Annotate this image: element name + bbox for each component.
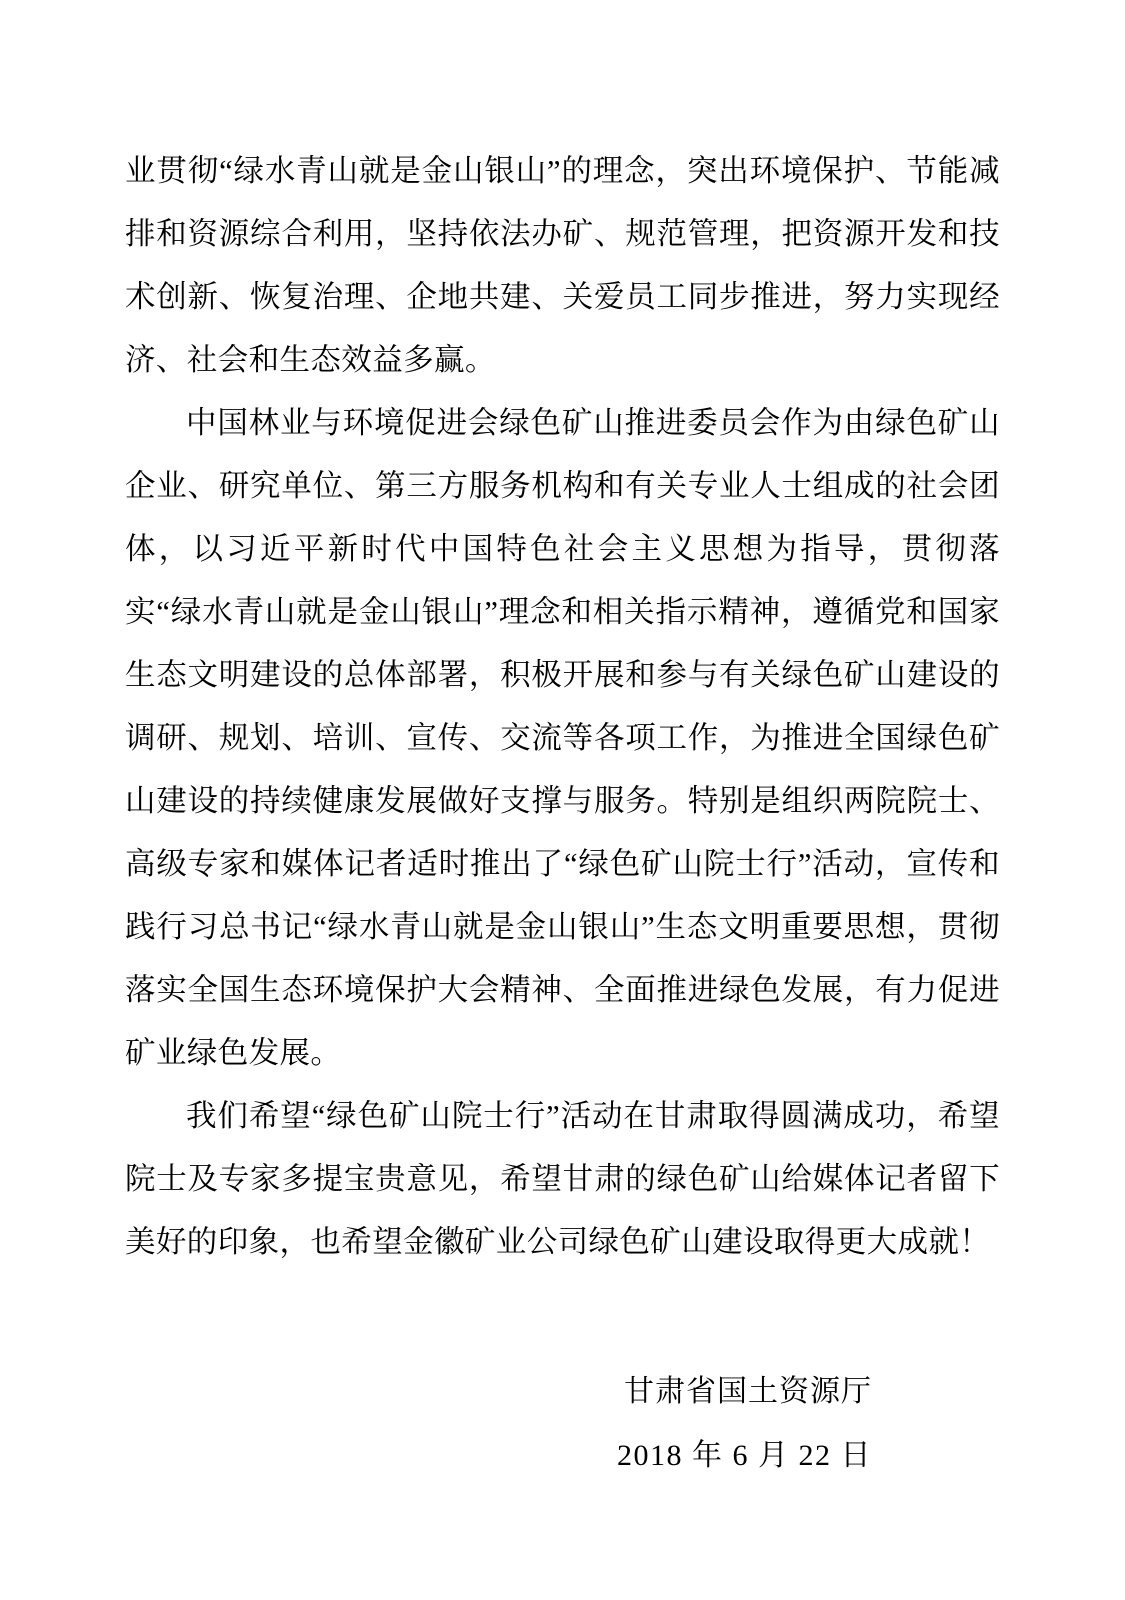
signature-block xyxy=(125,1360,1000,1488)
signature-organization: 甘肃省国土资源厅 xyxy=(624,1375,872,1408)
document-body xyxy=(125,140,1000,1274)
signature-date: 2018 年 6 月 22 日 xyxy=(617,1439,872,1472)
paragraph-wishes: 我们希望“绿色矿山院士行”活动在甘肃取得圆满成功，希望院士及专家多提宝贵意见，希望甘肃的绿色矿山给媒体记者留下美好的印象，也希望金徽矿业公司绿色矿山建设取得更大成就！ xyxy=(125,1099,1000,1259)
paragraph-committee: 中国林业与环境促进会绿色矿山推进委员会作为由绿色矿山企业、研究单位、第三方服务机构和有关专业人士组成的社会团体，以习近平新时代中国特色社会主义思想为指导，贯彻落实“绿水青山就是金山银山”理念和相关指示精神，遵循党和国家生态文明建设的总体部署，积极开展和参与有关绿色矿山建设的调研、规划、培训、宣传、交流等各项工作，为推进全国绿色矿山建设的持续健康发展做好支撑与服务。特别是组织两院院士、高级专家和媒体记者适时推出了“绿色矿山院士行”活动，宣传和践行习总书记“绿水青山就是金山银山”生态文明重要思想，贯彻落实全国生态环境保护大会精神、全面推进绿色发展，有力促进矿业绿色发展。 xyxy=(125,406,1000,1070)
paragraph-continued: 业贯彻“绿水青山就是金山银山”的理念，突出环境保护、节能减排和资源综合利用，坚持依法办矿、规范管理，把资源开发和技术创新、恢复治理、企地共建、关爱员工同步推进，努力实现经济、社会和生态效益多赢。 xyxy=(125,154,1000,377)
